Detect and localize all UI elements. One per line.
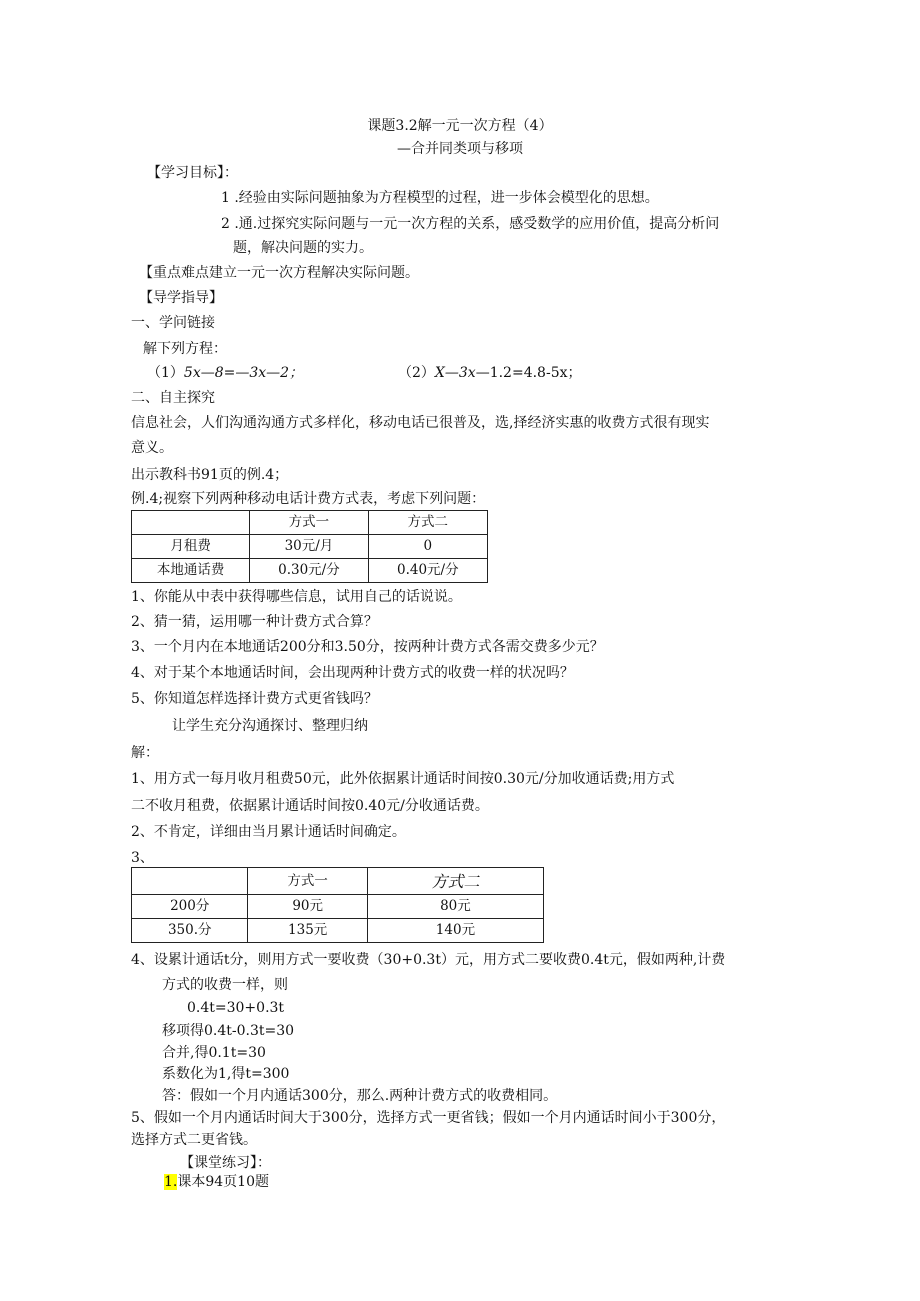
table-cell: 0 — [368, 535, 487, 559]
table-cell: 0.40元/分 — [368, 559, 487, 583]
solution-label: 解： — [131, 745, 159, 761]
answer-1-cont: 二不收月租费，依据累计通话时间按0.40元/分收通话费。 — [131, 798, 489, 814]
table-row — [132, 535, 488, 559]
objective-item: 2 .通.过探究实际问题与一元一次方程的关系，感受数学的应用价值，提高分析问 — [221, 216, 720, 232]
equation-2-part-b: —1.2=4.8-5x； — [475, 365, 582, 381]
section1-heading: 一、学问链接 — [131, 315, 215, 331]
question-item: 4、对于某个本地通话时间，会出现两种计费方式的收费一样的状况吗？ — [131, 665, 574, 681]
objective-item: 题，解决问题的实力。 — [233, 240, 373, 256]
cost-table — [131, 867, 544, 943]
equation-2-part-a: X—3x — [434, 365, 476, 381]
answer-1: 1、用方式一每月收月租费50元，此外依据累计通话时间按0.30元/分加收通话费;用方式 — [131, 771, 675, 787]
table-cell: 135元 — [248, 919, 367, 943]
practice-heading: 【课堂练习】： — [180, 1155, 271, 1171]
table-cell: 0.30元/分 — [250, 559, 368, 583]
section2-example: 例.4;视察下列两种移动电话计费方式表，考虑下列问题： — [131, 491, 486, 507]
key-points: 【重点难点建立一元一次方程解决实际问题。 — [139, 265, 419, 281]
table-cell: 80元 — [367, 895, 543, 919]
fee-table — [131, 510, 488, 583]
equation-2-label: （2） — [398, 365, 435, 381]
table-cell: 方式一 — [250, 511, 368, 535]
section1-prompt: 解下列方程： — [143, 341, 227, 357]
equation-1-label: （1） — [147, 365, 184, 381]
table-cell: 方式一 — [248, 868, 367, 895]
table-cell: 本地通话费 — [132, 559, 250, 583]
table-header-row — [132, 868, 544, 895]
practice-item-text: 课本94页10题 — [177, 1174, 269, 1190]
answer-3: 3、 — [131, 850, 154, 866]
table-cell — [132, 868, 248, 895]
table-cell: 90元 — [248, 895, 367, 919]
answer-2: 2、不肯定，详细由当月累计通话时间确定。 — [131, 824, 406, 840]
discussion-note: 让学生充分沟通探讨、整理归纳 — [172, 718, 368, 734]
answer-5: 5、假如一个月内通话时间大于300分，选择方式一更省钱；假如一个月内通话时间小于300分， — [131, 1110, 726, 1126]
table-cell: 350.分 — [132, 919, 248, 943]
table-cell: 月租费 — [132, 535, 250, 559]
question-item: 1、你能从中表中获得哪些信息，试用自己的话说说。 — [131, 589, 462, 605]
question-item: 3、一个月内在本地通话200分和3.50分，按两种计费方式各需交费多少元？ — [131, 639, 604, 655]
section2-show: 出示教科书91页的例.4； — [131, 467, 289, 483]
solution-step: 0.4t=30+0.3t — [187, 1000, 285, 1016]
equation-1 — [147, 363, 303, 383]
solution-step: 系数化为1,得t=300 — [162, 1066, 290, 1082]
objectives-heading: 【学习目标】： — [147, 165, 238, 181]
objective-item: 1 .经验由实际问题抽象为方程模型的过程，进一步体会模型化的思想。 — [221, 190, 659, 206]
table-cell: 30元/月 — [250, 535, 368, 559]
answer-4-conclusion: 答：假如一个月内通话300分，那么.两种计费方式的收费相同。 — [162, 1088, 558, 1104]
question-item: 5、你知道怎样选择计费方式更省钱吗？ — [131, 691, 378, 707]
table-cell — [132, 511, 250, 535]
page-title: 课题3.2解一元一次方程（4） — [367, 118, 553, 134]
question-item: 2、猜一猜，运用哪一种计费方式合算？ — [131, 614, 378, 630]
answer-5-cont: 选择方式二更省钱。 — [131, 1132, 257, 1148]
table-row — [132, 919, 544, 943]
practice-item — [164, 1172, 269, 1192]
solution-step: 合并,得0.1t=30 — [162, 1045, 266, 1061]
table-row — [132, 895, 544, 919]
guide-heading: 【导学指导】 — [139, 290, 223, 306]
table-cell: 200分 — [132, 895, 248, 919]
answer-4-cont: 方式的收费一样，则 — [162, 977, 288, 993]
table-row — [132, 559, 488, 583]
table-header-row — [132, 511, 488, 535]
table-cell: 方式二 — [368, 511, 487, 535]
section2-intro: 意义。 — [131, 440, 173, 456]
table-cell: 140元 — [367, 919, 543, 943]
equation-2 — [398, 363, 582, 383]
answer-4: 4、设累计通话t分，则用方式一要收费（30+0.3t）元，用方式二要收费0.4t元，假如两种,计费 — [131, 952, 726, 968]
section2-intro: 信息社会，人们沟通沟通方式多样化，移动电话已很普及，选,择经济实惠的收费方式很有现实 — [131, 415, 710, 431]
page-subtitle: —合并同类项与移项 — [397, 141, 523, 157]
table-cell: 方式二 — [367, 868, 543, 895]
practice-item-number: 1. — [164, 1174, 178, 1190]
solution-step: 移项得0.4t-0.3t=30 — [162, 1023, 295, 1039]
section2-heading: 二、自主探究 — [131, 390, 215, 406]
equation-1-body: 5x—8=—3x—2； — [183, 365, 304, 381]
